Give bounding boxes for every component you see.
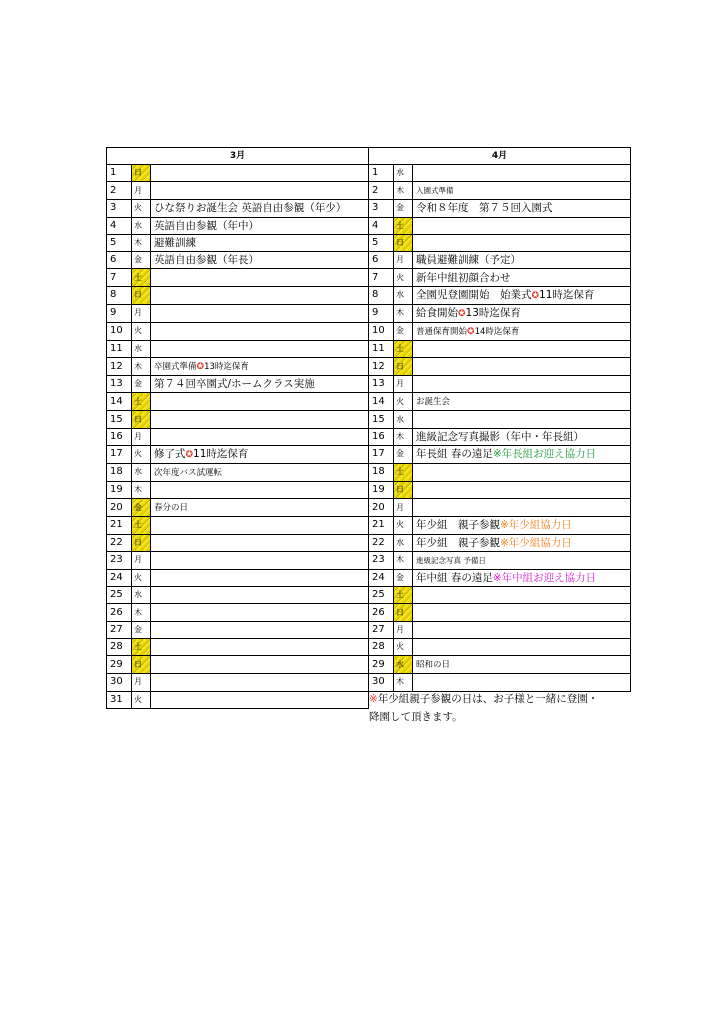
april-day-number: 7 <box>369 269 394 286</box>
march-event <box>151 517 369 534</box>
month-header-row <box>107 148 631 165</box>
april-event-note: ※年少組協力日 <box>500 519 572 532</box>
april-day-number: 1 <box>369 165 394 182</box>
april-weekday: 月 <box>394 376 413 393</box>
april-event <box>413 463 631 481</box>
march-day-number: 29 <box>107 656 132 674</box>
april-event <box>413 534 631 551</box>
april-event <box>413 428 631 445</box>
march-weekday: 金 <box>132 252 151 269</box>
april-event-text: 入園式準備 <box>416 186 454 196</box>
april-day-number: 5 <box>369 234 394 251</box>
calendar-row <box>107 621 631 638</box>
march-day-number: 8 <box>107 286 132 304</box>
calendar-row <box>107 428 631 445</box>
april-weekday: 金 <box>394 569 413 586</box>
calendar-row <box>107 534 631 551</box>
march-day-number: 18 <box>107 463 132 481</box>
april-event-text: 令和８年度 第７５回入園式 <box>416 202 553 215</box>
april-weekday: 火 <box>394 639 413 656</box>
april-day-number: 28 <box>369 639 394 656</box>
march-weekday: 土 <box>132 269 151 286</box>
footnote-line-1: 年少組親子参観の日は、お子様と一緒に登園・ <box>377 693 599 705</box>
march-event <box>151 376 369 393</box>
april-weekday: 土 <box>394 217 413 234</box>
march-day-number: 21 <box>107 517 132 534</box>
march-event <box>151 252 369 269</box>
april-day-number: 11 <box>369 340 394 357</box>
april-event <box>413 656 631 674</box>
april-weekday: 木 <box>394 182 413 200</box>
april-event <box>413 639 631 656</box>
footnote <box>369 690 639 726</box>
footnote-mark: ※ <box>369 693 378 705</box>
april-event <box>413 569 631 586</box>
march-event <box>151 551 369 569</box>
april-day-number: 20 <box>369 499 394 517</box>
calendar-row <box>107 165 631 182</box>
march-weekday: 月 <box>132 304 151 322</box>
april-day-number: 18 <box>369 463 394 481</box>
march-event <box>151 569 369 586</box>
april-weekday: 木 <box>394 674 413 691</box>
march-event <box>151 234 369 251</box>
march-event <box>151 499 369 517</box>
march-event <box>151 269 369 286</box>
april-day-number: 12 <box>369 358 394 376</box>
april-day-number: 30 <box>369 674 394 691</box>
april-event-note: ※年長組お迎え協力日 <box>492 448 597 461</box>
star-mark-icon: ✪ <box>531 290 540 301</box>
april-weekday: 日 <box>394 358 413 376</box>
april-event-text: 普通保育開始 <box>416 326 468 337</box>
april-day-number: 14 <box>369 393 394 411</box>
april-event <box>413 200 631 217</box>
april-day-number: 21 <box>369 517 394 534</box>
calendar-row <box>107 304 631 322</box>
april-weekday: 日 <box>394 481 413 498</box>
march-weekday: 木 <box>132 604 151 621</box>
calendar-row <box>107 499 631 517</box>
calendar-row <box>107 656 631 674</box>
march-weekday: 水 <box>132 217 151 234</box>
calendar-row <box>107 322 631 340</box>
april-weekday: 火 <box>394 517 413 534</box>
march-day-number: 4 <box>107 217 132 234</box>
april-weekday: 火 <box>394 393 413 411</box>
april-event <box>413 322 631 340</box>
march-day-number: 24 <box>107 569 132 586</box>
march-event-text: 春分の日 <box>154 503 189 514</box>
april-day-number: 8 <box>369 286 394 304</box>
march-event <box>151 534 369 551</box>
april-event-text: 昭和の日 <box>416 660 451 671</box>
march-weekday: 火 <box>132 445 151 463</box>
march-weekday: 金 <box>132 376 151 393</box>
calendar-row <box>107 252 631 269</box>
calendar-row <box>107 269 631 286</box>
april-day-number: 10 <box>369 322 394 340</box>
march-day-number: 23 <box>107 551 132 569</box>
march-event <box>151 481 369 498</box>
april-event <box>413 252 631 269</box>
april-event <box>413 674 631 691</box>
march-day-number: 13 <box>107 376 132 393</box>
april-weekday: 木 <box>394 551 413 569</box>
april-event-time: 14時迄保育 <box>474 326 520 337</box>
calendar-row <box>107 481 631 498</box>
april-event <box>413 517 631 534</box>
march-event <box>151 674 369 691</box>
april-event <box>413 286 631 304</box>
april-weekday: 日 <box>394 234 413 251</box>
star-mark-icon: ✪ <box>458 308 466 319</box>
march-weekday: 火 <box>132 200 151 217</box>
april-event <box>413 358 631 376</box>
march-day-number: 26 <box>107 604 132 621</box>
march-weekday: 木 <box>132 358 151 376</box>
march-weekday: 金 <box>132 621 151 638</box>
march-event <box>151 639 369 656</box>
march-day-number: 7 <box>107 269 132 286</box>
march-day-number: 2 <box>107 182 132 200</box>
april-weekday: 水 <box>394 411 413 428</box>
april-weekday: 火 <box>394 269 413 286</box>
march-event <box>151 656 369 674</box>
april-day-number: 26 <box>369 604 394 621</box>
calendar-row <box>107 674 631 691</box>
april-event-text: 新年中組初顔合わせ <box>416 271 511 284</box>
april-event <box>413 445 631 463</box>
star-mark-icon: ✪ <box>185 449 194 460</box>
march-event <box>151 445 369 463</box>
april-day-number: 27 <box>369 621 394 638</box>
march-day-number: 14 <box>107 393 132 411</box>
march-event <box>151 182 369 200</box>
april-weekday: 日 <box>394 604 413 621</box>
calendar-row <box>107 517 631 534</box>
april-event <box>413 304 631 322</box>
calendar-body <box>107 165 631 709</box>
april-event-text: 年少組 親子参観 <box>416 536 500 549</box>
march-event <box>151 463 369 481</box>
april-day-number: 19 <box>369 481 394 498</box>
april-weekday: 木 <box>394 428 413 445</box>
april-event-text: 進級記念写真撮影（年中・年長組） <box>416 430 584 443</box>
march-weekday: 日 <box>132 286 151 304</box>
march-day-number: 22 <box>107 534 132 551</box>
march-day-number: 17 <box>107 445 132 463</box>
march-event <box>151 604 369 621</box>
april-event-note: ※年少組協力日 <box>500 536 572 549</box>
april-weekday: 水 <box>394 534 413 551</box>
calendar-row <box>107 340 631 357</box>
april-day-number: 15 <box>369 411 394 428</box>
march-weekday: 木 <box>132 481 151 498</box>
march-day-number: 25 <box>107 587 132 604</box>
calendar-row <box>107 551 631 569</box>
calendar-row <box>107 639 631 656</box>
march-day-number: 1 <box>107 165 132 182</box>
april-event-text: お誕生会 <box>416 397 451 408</box>
april-event-text: 給食開始 <box>416 306 458 319</box>
march-weekday: 月 <box>132 182 151 200</box>
april-event <box>413 234 631 251</box>
march-event <box>151 428 369 445</box>
april-day-number: 22 <box>369 534 394 551</box>
april-event <box>413 340 631 357</box>
march-weekday: 金 <box>132 499 151 517</box>
april-event-time: 13時迄保育 <box>465 306 521 319</box>
april-event <box>413 217 631 234</box>
calendar-table <box>106 147 631 709</box>
star-mark-icon: ✪ <box>467 326 475 337</box>
march-weekday: 月 <box>132 551 151 569</box>
april-event-text: 全園児登園開始 始業式 <box>416 288 532 301</box>
march-event-text: 次年度バス試運転 <box>154 467 223 478</box>
march-weekday: 木 <box>132 234 151 251</box>
march-event <box>151 393 369 411</box>
march-day-number: 3 <box>107 200 132 217</box>
march-day-number: 28 <box>107 639 132 656</box>
march-weekday: 日 <box>132 411 151 428</box>
calendar-row <box>107 587 631 604</box>
march-event <box>151 165 369 182</box>
april-weekday: 土 <box>394 587 413 604</box>
march-weekday: 土 <box>132 639 151 656</box>
april-event <box>413 499 631 517</box>
march-weekday: 火 <box>132 691 151 708</box>
april-event <box>413 182 631 200</box>
april-event <box>413 587 631 604</box>
calendar-row <box>107 200 631 217</box>
march-weekday: 月 <box>132 674 151 691</box>
march-event <box>151 411 369 428</box>
march-weekday: 水 <box>132 587 151 604</box>
april-event-text: 年中組 春の遠足 <box>416 572 493 584</box>
april-event <box>413 604 631 621</box>
march-weekday: 土 <box>132 517 151 534</box>
march-event <box>151 621 369 638</box>
calendar-row <box>107 286 631 304</box>
march-day-number: 15 <box>107 411 132 428</box>
march-event-text: 避難訓練 <box>154 237 196 250</box>
calendar-row <box>107 217 631 234</box>
march-day-number: 31 <box>107 691 132 708</box>
calendar-row <box>107 376 631 393</box>
april-weekday: 水 <box>394 286 413 304</box>
calendar-row <box>107 393 631 411</box>
april-event <box>413 393 631 411</box>
april-event <box>413 551 631 569</box>
april-weekday: 金 <box>394 445 413 463</box>
march-event <box>151 340 369 357</box>
march-day-number: 11 <box>107 340 132 357</box>
april-weekday: 水 <box>394 656 413 674</box>
april-event-note: ※年中組お迎え協力日 <box>492 572 597 584</box>
footnote-line-2: 降園して頂きます。 <box>369 711 463 723</box>
april-day-number: 23 <box>369 551 394 569</box>
april-event <box>413 269 631 286</box>
calendar-row <box>107 411 631 428</box>
march-event <box>151 691 369 708</box>
april-weekday: 月 <box>394 499 413 517</box>
march-event <box>151 217 369 234</box>
april-event-text: 進級記念写真 予備日 <box>416 555 486 565</box>
march-event-text: 英語自由参観（年中） <box>154 219 259 232</box>
march-event-text: 修了式 <box>154 447 186 460</box>
march-event-time: 11時迄保育 <box>193 447 249 460</box>
march-weekday: 水 <box>132 340 151 357</box>
march-event-time: 13時迄保育 <box>204 362 249 373</box>
march-day-number: 10 <box>107 322 132 340</box>
april-day-number: 16 <box>369 428 394 445</box>
march-event <box>151 200 369 217</box>
march-day-number: 30 <box>107 674 132 691</box>
march-day-number: 12 <box>107 358 132 376</box>
april-weekday: 土 <box>394 463 413 481</box>
march-weekday: 日 <box>132 534 151 551</box>
march-event-text: 英語自由参観（年長） <box>154 254 259 267</box>
march-event-text: 第７４回卒園式/ホームクラス実施 <box>154 378 315 391</box>
april-event <box>413 376 631 393</box>
april-day-number: 3 <box>369 200 394 217</box>
april-day-number: 6 <box>369 252 394 269</box>
april-event-text: 職員避難訓練（予定） <box>416 254 521 267</box>
march-day-number: 9 <box>107 304 132 322</box>
calendar-row <box>107 463 631 481</box>
april-day-number: 9 <box>369 304 394 322</box>
star-mark-icon: ✪ <box>196 362 205 373</box>
april-day-number: 13 <box>369 376 394 393</box>
april-event-text: 年少組 親子参観 <box>416 519 500 532</box>
april-day-number: 25 <box>369 587 394 604</box>
march-weekday: 日 <box>132 656 151 674</box>
march-event <box>151 322 369 340</box>
april-weekday: 月 <box>394 621 413 638</box>
march-weekday: 月 <box>132 428 151 445</box>
march-day-number: 16 <box>107 428 132 445</box>
april-event-time: 11時迄保育 <box>539 288 595 301</box>
month-header-april: 4月 <box>369 148 631 165</box>
april-weekday: 月 <box>394 252 413 269</box>
april-day-number: 2 <box>369 182 394 200</box>
march-day-number: 6 <box>107 252 132 269</box>
april-event <box>413 165 631 182</box>
march-day-number: 20 <box>107 499 132 517</box>
calendar-row <box>107 234 631 251</box>
march-event-text: 卒園式準備 <box>154 362 197 373</box>
calendar-row <box>107 604 631 621</box>
april-event <box>413 621 631 638</box>
month-header-march: 3月 <box>107 148 369 165</box>
march-weekday: 日 <box>132 165 151 182</box>
april-weekday: 金 <box>394 200 413 217</box>
april-weekday: 土 <box>394 340 413 357</box>
april-event-text: 年長組 春の遠足 <box>416 448 493 461</box>
calendar-row <box>107 569 631 586</box>
march-event <box>151 358 369 376</box>
march-event <box>151 587 369 604</box>
april-weekday: 金 <box>394 322 413 340</box>
march-day-number: 19 <box>107 481 132 498</box>
april-day-number: 4 <box>369 217 394 234</box>
march-event <box>151 304 369 322</box>
april-day-number: 24 <box>369 569 394 586</box>
march-day-number: 27 <box>107 621 132 638</box>
march-weekday: 水 <box>132 463 151 481</box>
calendar-row <box>107 358 631 376</box>
april-event <box>413 411 631 428</box>
calendar-row <box>107 182 631 200</box>
april-day-number: 29 <box>369 656 394 674</box>
calendar-row <box>107 445 631 463</box>
april-weekday: 水 <box>394 165 413 182</box>
march-weekday: 火 <box>132 569 151 586</box>
march-event-text: ひな祭りお誕生会 英語自由参観（年少） <box>154 202 347 215</box>
march-event <box>151 286 369 304</box>
april-weekday: 木 <box>394 304 413 322</box>
march-day-number: 5 <box>107 234 132 251</box>
april-event <box>413 481 631 498</box>
march-weekday: 火 <box>132 322 151 340</box>
april-day-number: 17 <box>369 445 394 463</box>
march-weekday: 土 <box>132 393 151 411</box>
